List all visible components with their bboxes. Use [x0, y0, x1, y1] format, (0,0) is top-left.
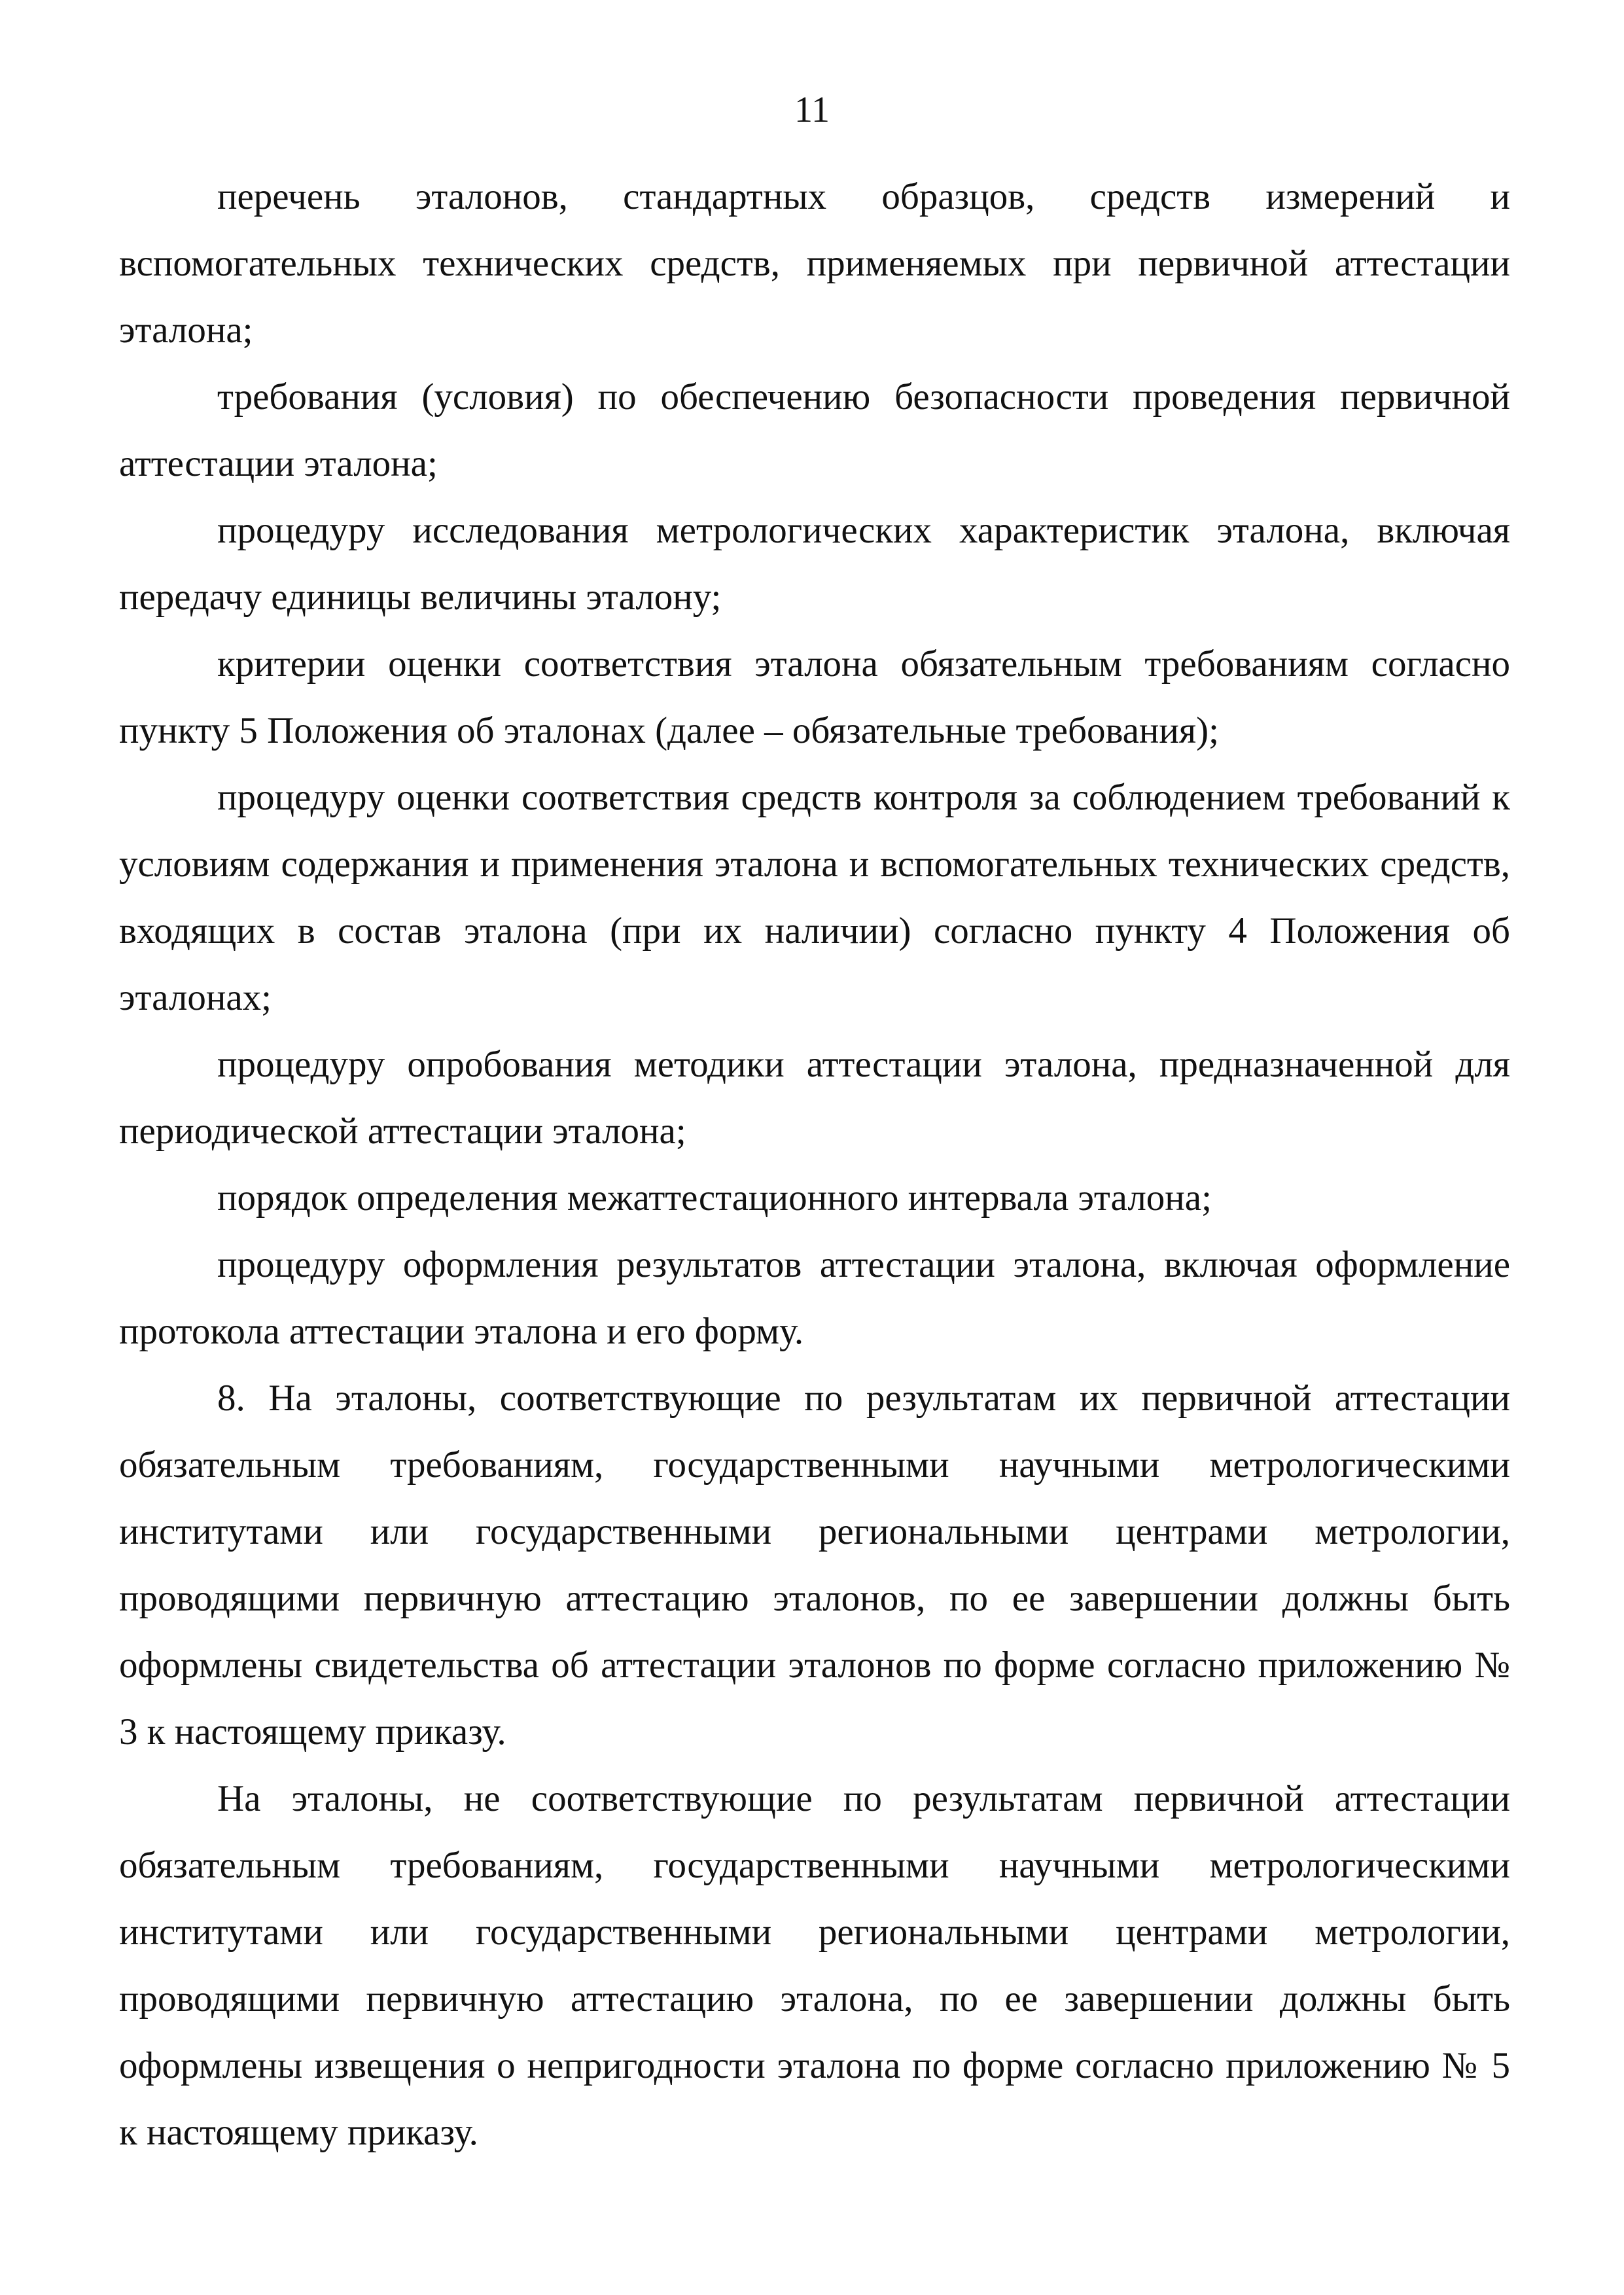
paragraph-control-means: процедуру оценки соответствия средств контроля за соблюдением требований к условиям содержания и применения эталона и вспомогательных технических средств, входящих в состав эталона (при их наличии) согласно пункту 4 Положения об эталонах;: [119, 777, 1510, 1018]
paragraph-non-conformity: На эталоны, не соответствующие по результатам первичной аттестации обязательным требованиям, государственными научными метрологическими институтами или государственными региональными центрами метрологии, проводящими первичную аттестацию эталона, по ее завершении должны быть оформлены извещения о непригодности эталона по форме согласно приложению № 5 к настоящему приказу.: [119, 1778, 1510, 2153]
paragraph-clause-8: 8. На эталоны, соответствующие по результатам их первичной аттестации обязательным требованиям, государственными научными метрологическими институтами или государственными региональными центрами метрологии, проводящими первичную аттестацию эталонов, по ее завершении должны быть оформлены свидетельства об аттестации эталонов по форме согласно приложению № 3 к настоящему приказу.: [119, 1378, 1510, 1752]
paragraph-metrological-study: процедуру исследования метрологических характеристик эталона, включая передачу единицы величины эталону;: [119, 510, 1510, 618]
paragraph-safety-requirements: требования (условия) по обеспечению безопасности проведения первичной аттестации эталона;: [119, 376, 1510, 484]
paragraph-method-testing: процедуру опробования методики аттестации эталона, предназначенной для периодической аттестации эталона;: [119, 1044, 1510, 1152]
paragraph-interval-procedure: порядок определения межаттестационного интервала эталона;: [217, 1177, 1212, 1219]
document-body: [119, 164, 1510, 2166]
paragraph-standards-list: перечень эталонов, стандартных образцов, средств измерений и вспомогательных технических средств, применяемых при первичной аттестации эталона;: [119, 176, 1510, 351]
paragraph-results-procedure: процедуру оформления результатов аттестации эталона, включая оформление протокола аттестации эталона и его форму.: [119, 1244, 1510, 1352]
paragraph-assessment-criteria: критерии оценки соответствия эталона обязательным требованиям согласно пункту 5 Положения об эталонах (далее – обязательные требования);: [119, 643, 1510, 751]
page-number: 11: [794, 90, 830, 130]
